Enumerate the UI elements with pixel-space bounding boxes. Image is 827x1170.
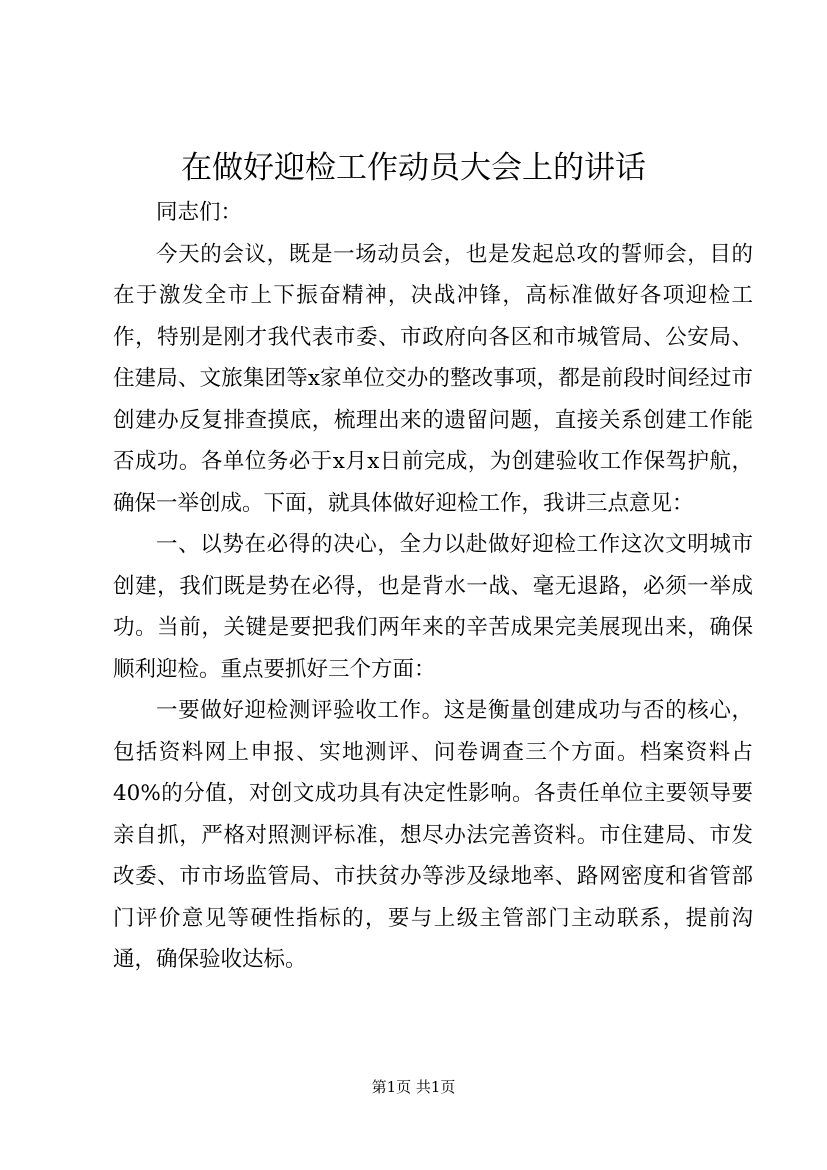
body-paragraph-2: 一、以势在必得的决心，全力以赴做好迎检工作这次文明城市创建，我们既是势在必得，也是背水一战、毫无退路，必须一举成功。当前，关键是要把我们两年来的辛苦成果完美展现出来，确保顺利迎检。重点要抓好三个方面： [113,532,753,682]
document-title: 在做好迎检工作动员大会上的讲话 [181,150,646,186]
body-paragraph-1: 今天的会议，既是一场动员会，也是发起总攻的誓师会，目的在于激发全市上下振奋精神，决战冲锋，高标准做好各项迎检工作，特别是刚才我代表市委、市政府向各区和市城管局、公安局、住建局、文旅集团等x家单位交办的整改事项，都是前段时间经过市创建办反复排查摸底，梳理出来的遗留问题，直接关系创建工作能否成功。各单位务必于x月x日前完成，为创建验收工作保驾护航，确保一举创成。下面，就具体做好迎检工作，我讲三点意见： [113,241,753,516]
document-body [113,192,753,981]
salutation-paragraph: 同志们： [156,200,243,225]
body-paragraph-3: 一要做好迎检测评验收工作。这是衡量创建成功与否的核心，包括资料网上申报、实地测评、问卷调查三个方面。档案资料占40%的分值，对创文成功具有决定性影响。各责任单位主要领导要亲自抓，严格对照测评标准，想尽办法完善资料。市住建局、市发改委、市市场监管局、市扶贫办等涉及绿地率、路网密度和省管部门评价意见等硬性指标的，要与上级主管部门主动联系，提前沟通，确保验收达标。 [113,698,753,972]
page-number-footer: 第1页 共1页 [371,1078,456,1096]
